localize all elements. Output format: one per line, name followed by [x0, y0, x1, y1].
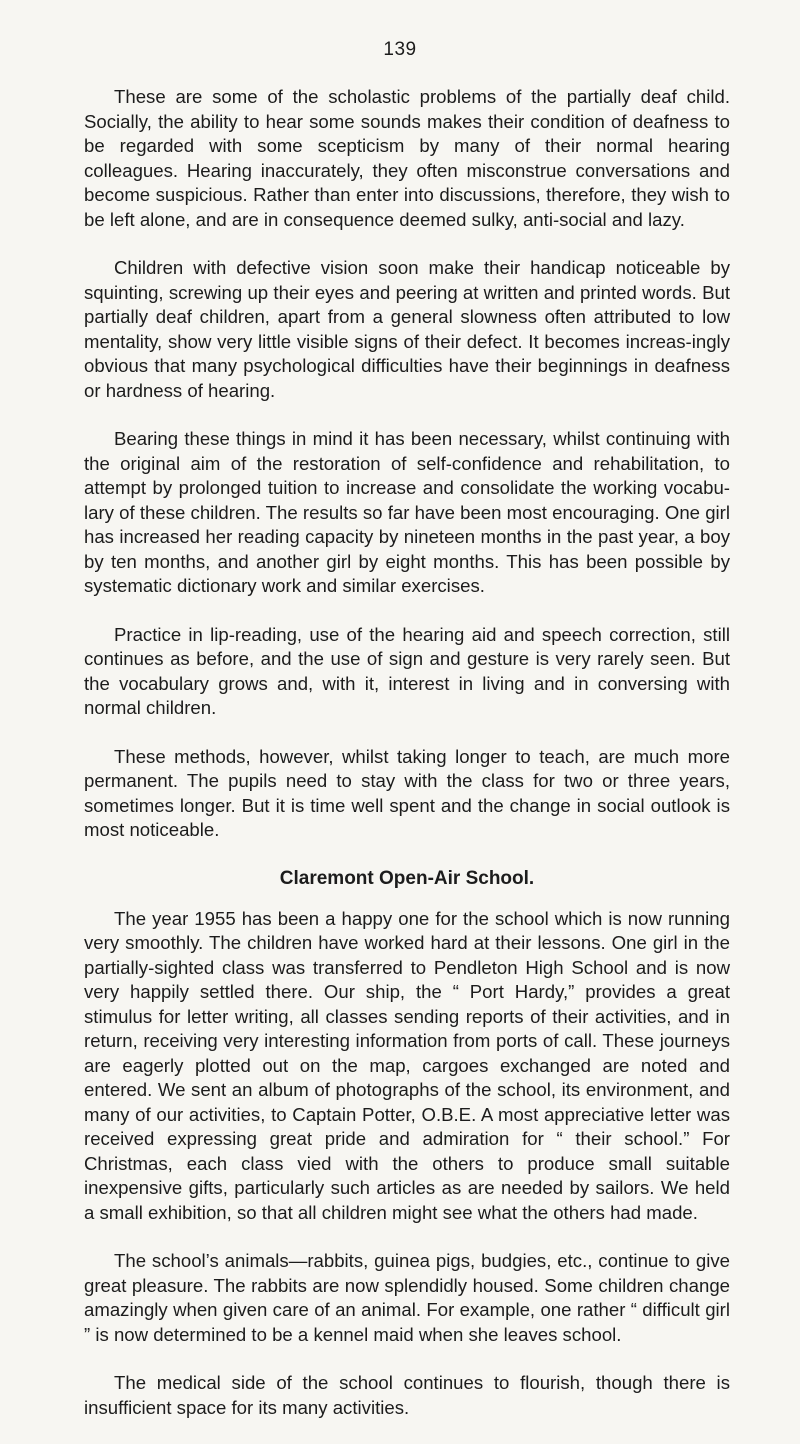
section-heading: Claremont Open-Air School.	[279, 867, 535, 889]
paragraph: These methods, however, whilst taking longer to teach, are much more permanent. The pupils need to stay with the class for two or three years, sometimes longer. But it is time well spent and the change in social outlook is most noticeable.	[84, 745, 730, 840]
page-number: 139	[383, 39, 417, 60]
paragraph: The medical side of the school continues to flourish, though there is insufficient space for its many activities.	[84, 1372, 730, 1418]
paragraph: Bearing these things in mind it has been necessary, whilst continuing with the original aim of the restoration of self-confidence and rehabilitation, to attempt by prolonged tuition to increase and consolidate the working vocabu-lary of these children. The results so far have been most encouraging. One girl has increased her reading capacity by nineteen months in the past year, a boy by ten months, and another girl by eight months. This has been possible by systematic dictionary work and similar exercises.	[84, 428, 730, 596]
page-content	[84, 85, 730, 1444]
paragraph: The school’s animals—rabbits, guinea pigs, budgies, etc., continue to give great pleasure. The rabbits are now splendidly housed. Some children change amazingly when given care of an animal. For example, one rather “ difficult girl ” is now determined to be a kennel maid when she leaves school.	[84, 1250, 730, 1345]
paragraph: Children with defective vision soon make their handicap noticeable by squinting, screwing up their eyes and peering at written and printed words. But partially deaf children, apart from a general slowness often attributed to low mentality, show very little visible signs of their defect. It becomes increas-ingly obvious that many psychological difficulties have their beginnings in deafness or hardness of hearing.	[84, 257, 730, 401]
paragraph: The year 1955 has been a happy one for the school which is now running very smoothly. The children have worked hard at their lessons. One girl in the partially-sighted class was transferred to Pendleton High School and is now very happily settled there. Our ship, the “ Port Hardy,” provides a great stimulus for letter writing, all classes sending reports of their activities, and in return, receiving very interesting information from ports of call. These journeys are eagerly plotted out on the map, cargoes exchanged are noted and entered. We sent an album of photographs of the school, its environment, and many of our activities, to Captain Potter, O.B.E. A most appreciative letter was received expressing great pride and admiration for “ their school.” For Christmas, each class vied with the others to produce small suitable inexpensive gifts, particularly such articles as are needed by sailors. We held a small exhibition, so that all children might see what the others had made.	[84, 907, 730, 1223]
paragraph: Practice in lip-reading, use of the hearing aid and speech correction, still continues as before, and the use of sign and gesture is very rarely seen. But the vocabulary grows and, with it, interest in living and in conversing with normal children.	[84, 623, 730, 718]
paragraph: These are some of the scholastic problems of the partially deaf child. Socially, the ability to hear some sounds makes their condition of deafness to be regarded with some scepticism by many of their normal hearing colleagues. Hearing inaccurately, they often misconstrue conversations and become suspicious. Rather than enter into discussions, therefore, they wish to be left alone, and are in consequence deemed sulky, anti-social and lazy.	[84, 86, 730, 230]
